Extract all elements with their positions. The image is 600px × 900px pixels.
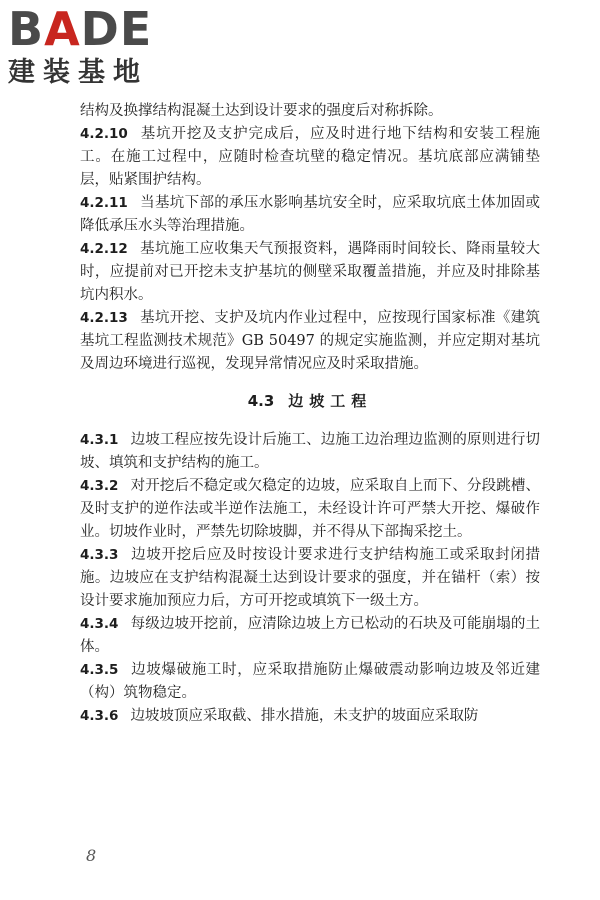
clause-4-3-5 — [80, 659, 540, 705]
clause-text: 边坡开挖后应及时按设计要求进行支护结构施工或采取封闭措施。边坡应在支护结构混凝土达到设计要求的强度，并在锚杆（索）按设计要求施加预应力后，方可开挖或填筑下一级土方。 — [80, 547, 540, 609]
clause-number: 4.3.1 — [80, 432, 119, 448]
clause-text: 基坑施工应收集天气预报资料，遇降雨时间较长、降雨量较大时，应提前对已开挖未支护基坑的侧壁采取覆盖措施，并应及时排除基坑内积水。 — [80, 241, 540, 303]
clause-4-3-1 — [80, 429, 540, 475]
clause-4-2-12 — [80, 238, 540, 307]
clause-number: 4.2.13 — [80, 310, 128, 326]
clause-4-3-6 — [80, 705, 540, 728]
clause-text: 对开挖后不稳定或欠稳定的边坡，应采取自上而下、分段跳槽、及时支护的逆作法或半逆作法施工，未经设计许可严禁大开挖、爆破作业。切坡作业时，严禁先切除坡脚，并不得从下部掏采挖土。 — [80, 478, 540, 540]
clause-4-3-3 — [80, 544, 540, 613]
clause-4-3-4 — [80, 613, 540, 659]
clause-4-2-10 — [80, 123, 540, 192]
logo-accent-letter: A — [44, 2, 81, 56]
section-title-text: 边坡工程 — [288, 392, 373, 410]
clause-4-3-2 — [80, 475, 540, 544]
clause-number: 4.2.10 — [80, 126, 128, 142]
clause-text: 基坑开挖及支护完成后，应及时进行地下结构和安装工程施工。在施工过程中，应随时检查坑壁的稳定情况。基坑底部应满铺垫层，贴紧围护结构。 — [80, 126, 540, 188]
clause-text: 边坡工程应按先设计后施工、边施工边治理边监测的原则进行切坡、填筑和支护结构的施工。 — [80, 432, 540, 471]
lead-paragraph: 结构及换撑结构混凝土达到设计要求的强度后对称拆除。 — [80, 103, 443, 119]
clause-number: 4.2.12 — [80, 241, 128, 257]
clause-number: 4.3.3 — [80, 547, 119, 563]
section-heading — [80, 390, 540, 413]
page-number: 8 — [86, 846, 97, 865]
clause-text: 边坡坡顶应采取截、排水措施，未支护的坡面应采取防 — [130, 708, 479, 724]
clause-4-2-11 — [80, 192, 540, 238]
logo-subtitle: 建装基地 — [8, 57, 148, 88]
clause-number: 4.3.4 — [80, 616, 119, 632]
clause-4-2-13 — [80, 307, 540, 376]
clause-number: 4.3.6 — [80, 708, 119, 724]
clause-number: 4.2.11 — [80, 195, 128, 211]
clause-text: 边坡爆破施工时，应采取措施防止爆破震动影响边坡及邻近建（构）筑物稳定。 — [80, 662, 540, 701]
document-body — [80, 100, 540, 728]
clause-number: 4.3.5 — [80, 662, 119, 678]
logo-wordmark: BADE — [8, 2, 153, 56]
clause-number: 4.3.2 — [80, 478, 119, 494]
clause-text: 基坑开挖、支护及坑内作业过程中，应按现行国家标准《建筑基坑工程监测技术规范》GB 50497 的规定实施监测，并应定期对基坑及周边环境进行巡视，发现异常情况应及时采取措施。 — [80, 310, 540, 372]
clause-text: 当基坑下部的承压水影响基坑安全时，应采取坑底土体加固或降低承压水头等治理措施。 — [80, 195, 540, 234]
bade-logo — [8, 4, 178, 90]
clause-text: 每级边坡开挖前，应清除边坡上方已松动的石块及可能崩塌的土体。 — [80, 616, 540, 655]
section-number: 4.3 — [247, 392, 275, 410]
